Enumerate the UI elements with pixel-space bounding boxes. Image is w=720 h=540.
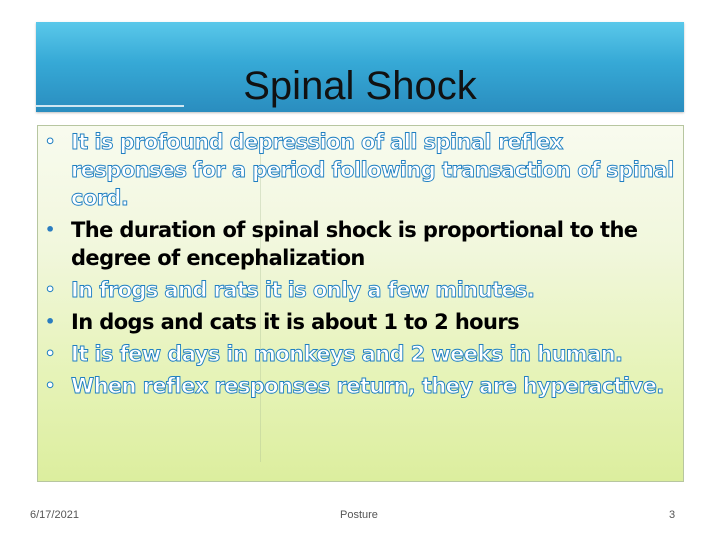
bullet-item [45,372,675,400]
bullet-dot: • [45,220,55,239]
bullet-item [45,276,675,304]
footer-page-number: 3 [669,509,676,521]
bullet-dot: • [45,312,55,331]
bullet-dot: • [45,280,55,299]
bullet-text: It is profound depression of all spinal reflex responses for a period following transaction of spinal cord. [71,130,674,210]
footer-title: Posture [340,509,378,521]
bullet-text: It is few days in monkeys and 2 weeks in human. [71,342,623,366]
bullet-item [45,340,675,368]
bullet-list [45,128,675,404]
bullet-text: The duration of spinal shock is proportional to the degree of encephalization [71,218,638,270]
bullet-text: When reflex responses return, they are hyperactive. [71,374,664,398]
bullet-text: In frogs and rats it is only a few minutes. [71,278,535,302]
bullet-item [45,216,675,272]
bullet-item [45,308,675,336]
slide-title: Spinal Shock [243,64,477,108]
title-bar [36,22,684,112]
footer-date: 6/17/2021 [30,509,79,521]
bullet-text: In dogs and cats it is about 1 to 2 hours [71,310,520,334]
bullet-dot: • [45,344,55,363]
title-underline [36,105,184,107]
bullet-item [45,128,675,212]
bullet-dot: • [45,132,55,151]
bullet-dot: • [45,376,55,395]
